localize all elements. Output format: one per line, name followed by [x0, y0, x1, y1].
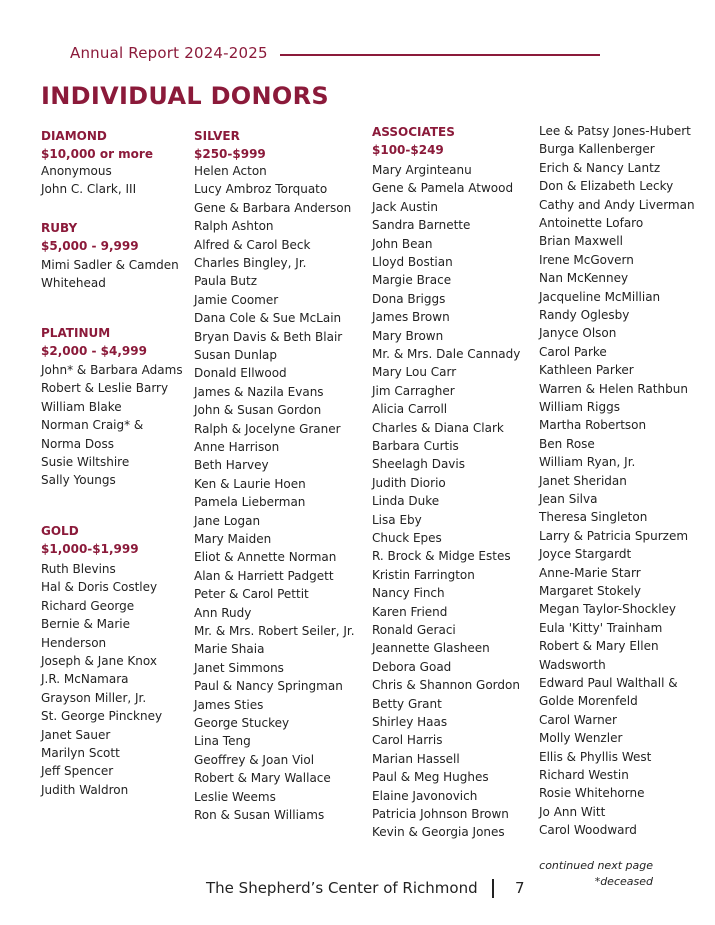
ruby-range-heading: $5,000 - 9,999 [41, 239, 139, 253]
ruby-tier-heading: RUBY [41, 221, 78, 235]
donor-name: J.R. McNamara [41, 672, 129, 687]
donor-name: Sandra Barnette [372, 218, 471, 233]
donor-name: Mr. & Mrs. Robert Seiler, Jr. [194, 624, 355, 638]
donor-name: Martha Robertson [539, 418, 647, 433]
donor-name: Dona Briggs [372, 291, 446, 306]
donor-name: Mary Maiden [194, 532, 272, 546]
page-number: 7 [515, 879, 525, 897]
donor-name: Anonymous [41, 164, 112, 178]
donor-name: Jeannette Glasheen [372, 641, 490, 656]
donor-name: Beth Harvey [194, 458, 269, 473]
donor-name: Mimi Sadler & Camden [41, 258, 179, 272]
donor-name: Janet Sauer [41, 727, 111, 742]
donor-name: Marie Shaia [194, 642, 265, 657]
donor-name: Mr. & Mrs. Dale Cannady [372, 347, 521, 361]
donor-name: Mary Lou Carr [372, 365, 457, 380]
donor-name: St. George Pinckney [41, 709, 163, 724]
donor-name: James Brown [372, 310, 450, 325]
gold-tier-heading: GOLD [41, 524, 79, 538]
donor-name: Cathy and Andy Liverman [539, 197, 695, 212]
donor-name: Gene & Pamela Atwood [372, 181, 514, 196]
diamond-range-heading: $10,000 or more [41, 147, 153, 161]
donor-name: Erich & Nancy Lantz [539, 160, 661, 175]
donor-name: Ron & Susan Williams [194, 808, 325, 822]
donor-name: Jean Silva [539, 492, 598, 506]
donor-name: Ellis & Phyllis West [539, 749, 652, 764]
donor-name: William Blake [41, 399, 122, 414]
donor-name: Carol Warner [539, 712, 617, 727]
footer-divider [492, 879, 494, 898]
donor-name: Brian Maxwell [539, 234, 623, 249]
donor-name: Janyce Olson [539, 326, 617, 341]
associates-tier-heading: ASSOCIATES [372, 125, 455, 139]
donor-name: Lisa Eby [372, 512, 422, 527]
donor-name: John C. Clark, III [41, 182, 137, 197]
donor-name: Golde Morenfeld [539, 694, 638, 709]
donor-name: Peter & Carol Pettit [194, 587, 309, 602]
donor-name: Chuck Epes [372, 531, 442, 545]
donor-name: Janet Simmons [194, 660, 284, 675]
donor-name: Jeff Spencer [41, 764, 114, 779]
donor-name: Mary Arginteanu [372, 163, 472, 177]
donor-name: Dana Cole & Sue McLain [194, 311, 342, 326]
donor-name: Marian Hassell [372, 751, 460, 766]
donor-name: Ronald Geraci [372, 623, 456, 637]
donor-name: Bryan Davis & Beth Blair [194, 329, 343, 344]
donor-name: Theresa Singleton [539, 510, 648, 525]
donor-name: Joyce Stargardt [539, 547, 632, 562]
donor-name: Anne-Marie Starr [539, 565, 641, 580]
silver-tier-heading: SILVER [194, 129, 240, 143]
donor-name: Alfred & Carol Beck [194, 237, 311, 252]
donor-name: Sheelagh Davis [372, 457, 465, 472]
donor-name: Lina Teng [194, 734, 251, 749]
donor-name: Nan McKenney [539, 271, 629, 286]
donor-name: Richard Westin [539, 768, 629, 782]
donor-name: Nancy Finch [372, 586, 445, 601]
donor-name: Robert & Mary Ellen [539, 639, 659, 654]
donor-name: Linda Duke [372, 494, 440, 509]
donor-name: Megan Taylor-Shockley [539, 602, 677, 617]
donor-name: Gene & Barbara Anderson [194, 200, 352, 215]
donor-name: Lloyd Bostian [372, 255, 453, 269]
donor-name: Carol Woodward [539, 823, 637, 838]
continued-note: continued next page [539, 859, 653, 872]
donor-name: Norman Craig* & [41, 418, 144, 433]
donor-name: Janet Sheridan [539, 473, 627, 488]
platinum-range-heading: $2,000 - $4,999 [41, 344, 147, 358]
donor-name: Jo Ann Witt [539, 804, 606, 819]
donor-name: Jamie Coomer [194, 292, 279, 307]
donor-name: Bernie & Marie [41, 617, 131, 632]
silver-range-heading: $250-$999 [194, 147, 266, 161]
donor-name: George Stuckey [194, 716, 290, 730]
donor-name: Patricia Johnson Brown [372, 807, 509, 821]
donor-name: Jacqueline McMillian [539, 289, 661, 304]
donor-name: Henderson [41, 635, 107, 650]
donor-name: Paul & Nancy Springman [194, 679, 343, 694]
donor-name: Robert & Leslie Barry [41, 381, 169, 396]
donor-name: Edward Paul Walthall & [539, 676, 678, 690]
donor-name: James & Nazila Evans [194, 384, 324, 399]
donor-name: Grayson Miller, Jr. [41, 690, 147, 705]
donor-name: Helen Acton [194, 164, 267, 178]
donor-name: Ken & Laurie Hoen [194, 476, 306, 491]
donor-name: Lucy Ambroz Torquato [194, 182, 328, 197]
donor-name: R. Brock & Midge Estes [372, 549, 511, 564]
donor-name: Ben Rose [539, 436, 595, 451]
donor-name: Paul & Meg Hughes [372, 770, 489, 785]
donor-name: Susan Dunlap [194, 348, 278, 362]
donor-name: Susie Wiltshire [41, 455, 130, 469]
donor-name: Jane Logan [194, 513, 261, 528]
donor-name: John* & Barbara Adams [41, 363, 183, 377]
donor-name: Whitehead [41, 276, 106, 291]
donor-name: Sally Youngs [41, 473, 116, 488]
page-title: INDIVIDUAL DONORS [41, 82, 329, 110]
donor-name: Jack Austin [372, 199, 438, 214]
donor-name: Paula Butz [194, 274, 257, 289]
donor-name: Barbara Curtis [372, 439, 459, 453]
donor-name: Randy Oglesby [539, 308, 630, 322]
donor-name: Don & Elizabeth Lecky [539, 179, 674, 194]
donor-name: John Bean [372, 236, 433, 251]
diamond-tier-heading: DIAMOND [41, 129, 107, 143]
platinum-tier-heading: PLATINUM [41, 326, 111, 340]
donor-name: Kathleen Parker [539, 363, 634, 378]
donor-name: Carol Parke [539, 344, 607, 359]
donor-name: Pamela Lieberman [194, 495, 306, 510]
associates-range-heading: $100-$249 [372, 143, 444, 157]
gold-range-heading: $1,000-$1,999 [41, 542, 139, 556]
donor-name: Judith Diorio [372, 475, 446, 490]
donor-name: Elaine Javonovich [372, 788, 478, 803]
donor-name: Eula 'Kitty' Trainham [539, 620, 663, 635]
donor-name: Charles Bingley, Jr. [194, 256, 307, 270]
donor-name: Larry & Patricia Spurzem [539, 528, 689, 543]
donor-name: Chris & Shannon Gordon [372, 678, 520, 693]
donor-name: Norma Doss [41, 436, 114, 451]
donor-name: Carol Harris [372, 733, 443, 748]
donor-name: Wadsworth [539, 657, 606, 672]
donor-name: Betty Grant [372, 696, 442, 711]
donor-name: John & Susan Gordon [194, 403, 322, 418]
donor-name: Kristin Farrington [372, 567, 475, 582]
footer-org: The Shepherd’s Center of Richmond [206, 879, 478, 897]
header-rule [280, 54, 600, 56]
donor-name: Margaret Stokely [539, 584, 641, 598]
donor-name: Anne Harrison [194, 440, 280, 454]
donor-name: Eliot & Annette Norman [194, 550, 337, 565]
donor-name: Rosie Whitehorne [539, 786, 645, 801]
donor-name: Richard George [41, 598, 135, 613]
donor-name: Ralph Ashton [194, 219, 274, 234]
donor-name: Ralph & Jocelyne Graner [194, 421, 341, 436]
donor-name: Antoinette Lofaro [539, 216, 644, 230]
donor-name: William Riggs [539, 400, 620, 414]
donor-name: Shirley Haas [372, 715, 448, 729]
deceased-note: *deceased [594, 875, 653, 888]
donor-name: Donald Ellwood [194, 366, 287, 381]
donor-name: Mary Brown [372, 328, 444, 343]
report-header [70, 44, 600, 68]
donor-name: Marilyn Scott [41, 746, 120, 760]
donor-name: Warren & Helen Rathbun [539, 381, 688, 396]
donor-name: William Ryan, Jr. [539, 455, 636, 470]
donor-name: Jim Carragher [372, 383, 455, 398]
donor-name: Karen Friend [372, 604, 448, 619]
donor-name: Geoffrey & Joan Viol [194, 752, 315, 767]
donor-name: Debora Goad [372, 659, 452, 674]
donor-name: Alicia Carroll [372, 402, 448, 417]
donor-name: Judith Waldron [41, 782, 129, 797]
report-title: Annual Report 2024-2025 [70, 44, 268, 62]
donor-name: Ruth Blevins [41, 562, 116, 576]
donor-name: Hal & Doris Costley [41, 580, 158, 595]
donor-name: Irene McGovern [539, 252, 634, 267]
donor-name: Margie Brace [372, 273, 452, 288]
donor-name: Molly Wenzler [539, 731, 623, 746]
donor-name: Lee & Patsy Jones-Hubert [539, 124, 691, 138]
donor-name: Alan & Harriett Padgett [194, 568, 334, 583]
donor-name: Ann Rudy [194, 605, 252, 620]
donor-name: Burga Kallenberger [539, 142, 655, 157]
donor-name: Charles & Diana Clark [372, 420, 504, 435]
donor-name: Robert & Mary Wallace [194, 771, 331, 786]
donor-name: Joseph & Jane Knox [41, 654, 157, 668]
donor-name: James Sties [194, 697, 264, 712]
donor-name: Kevin & Georgia Jones [372, 825, 505, 840]
donor-name: Leslie Weems [194, 789, 276, 804]
